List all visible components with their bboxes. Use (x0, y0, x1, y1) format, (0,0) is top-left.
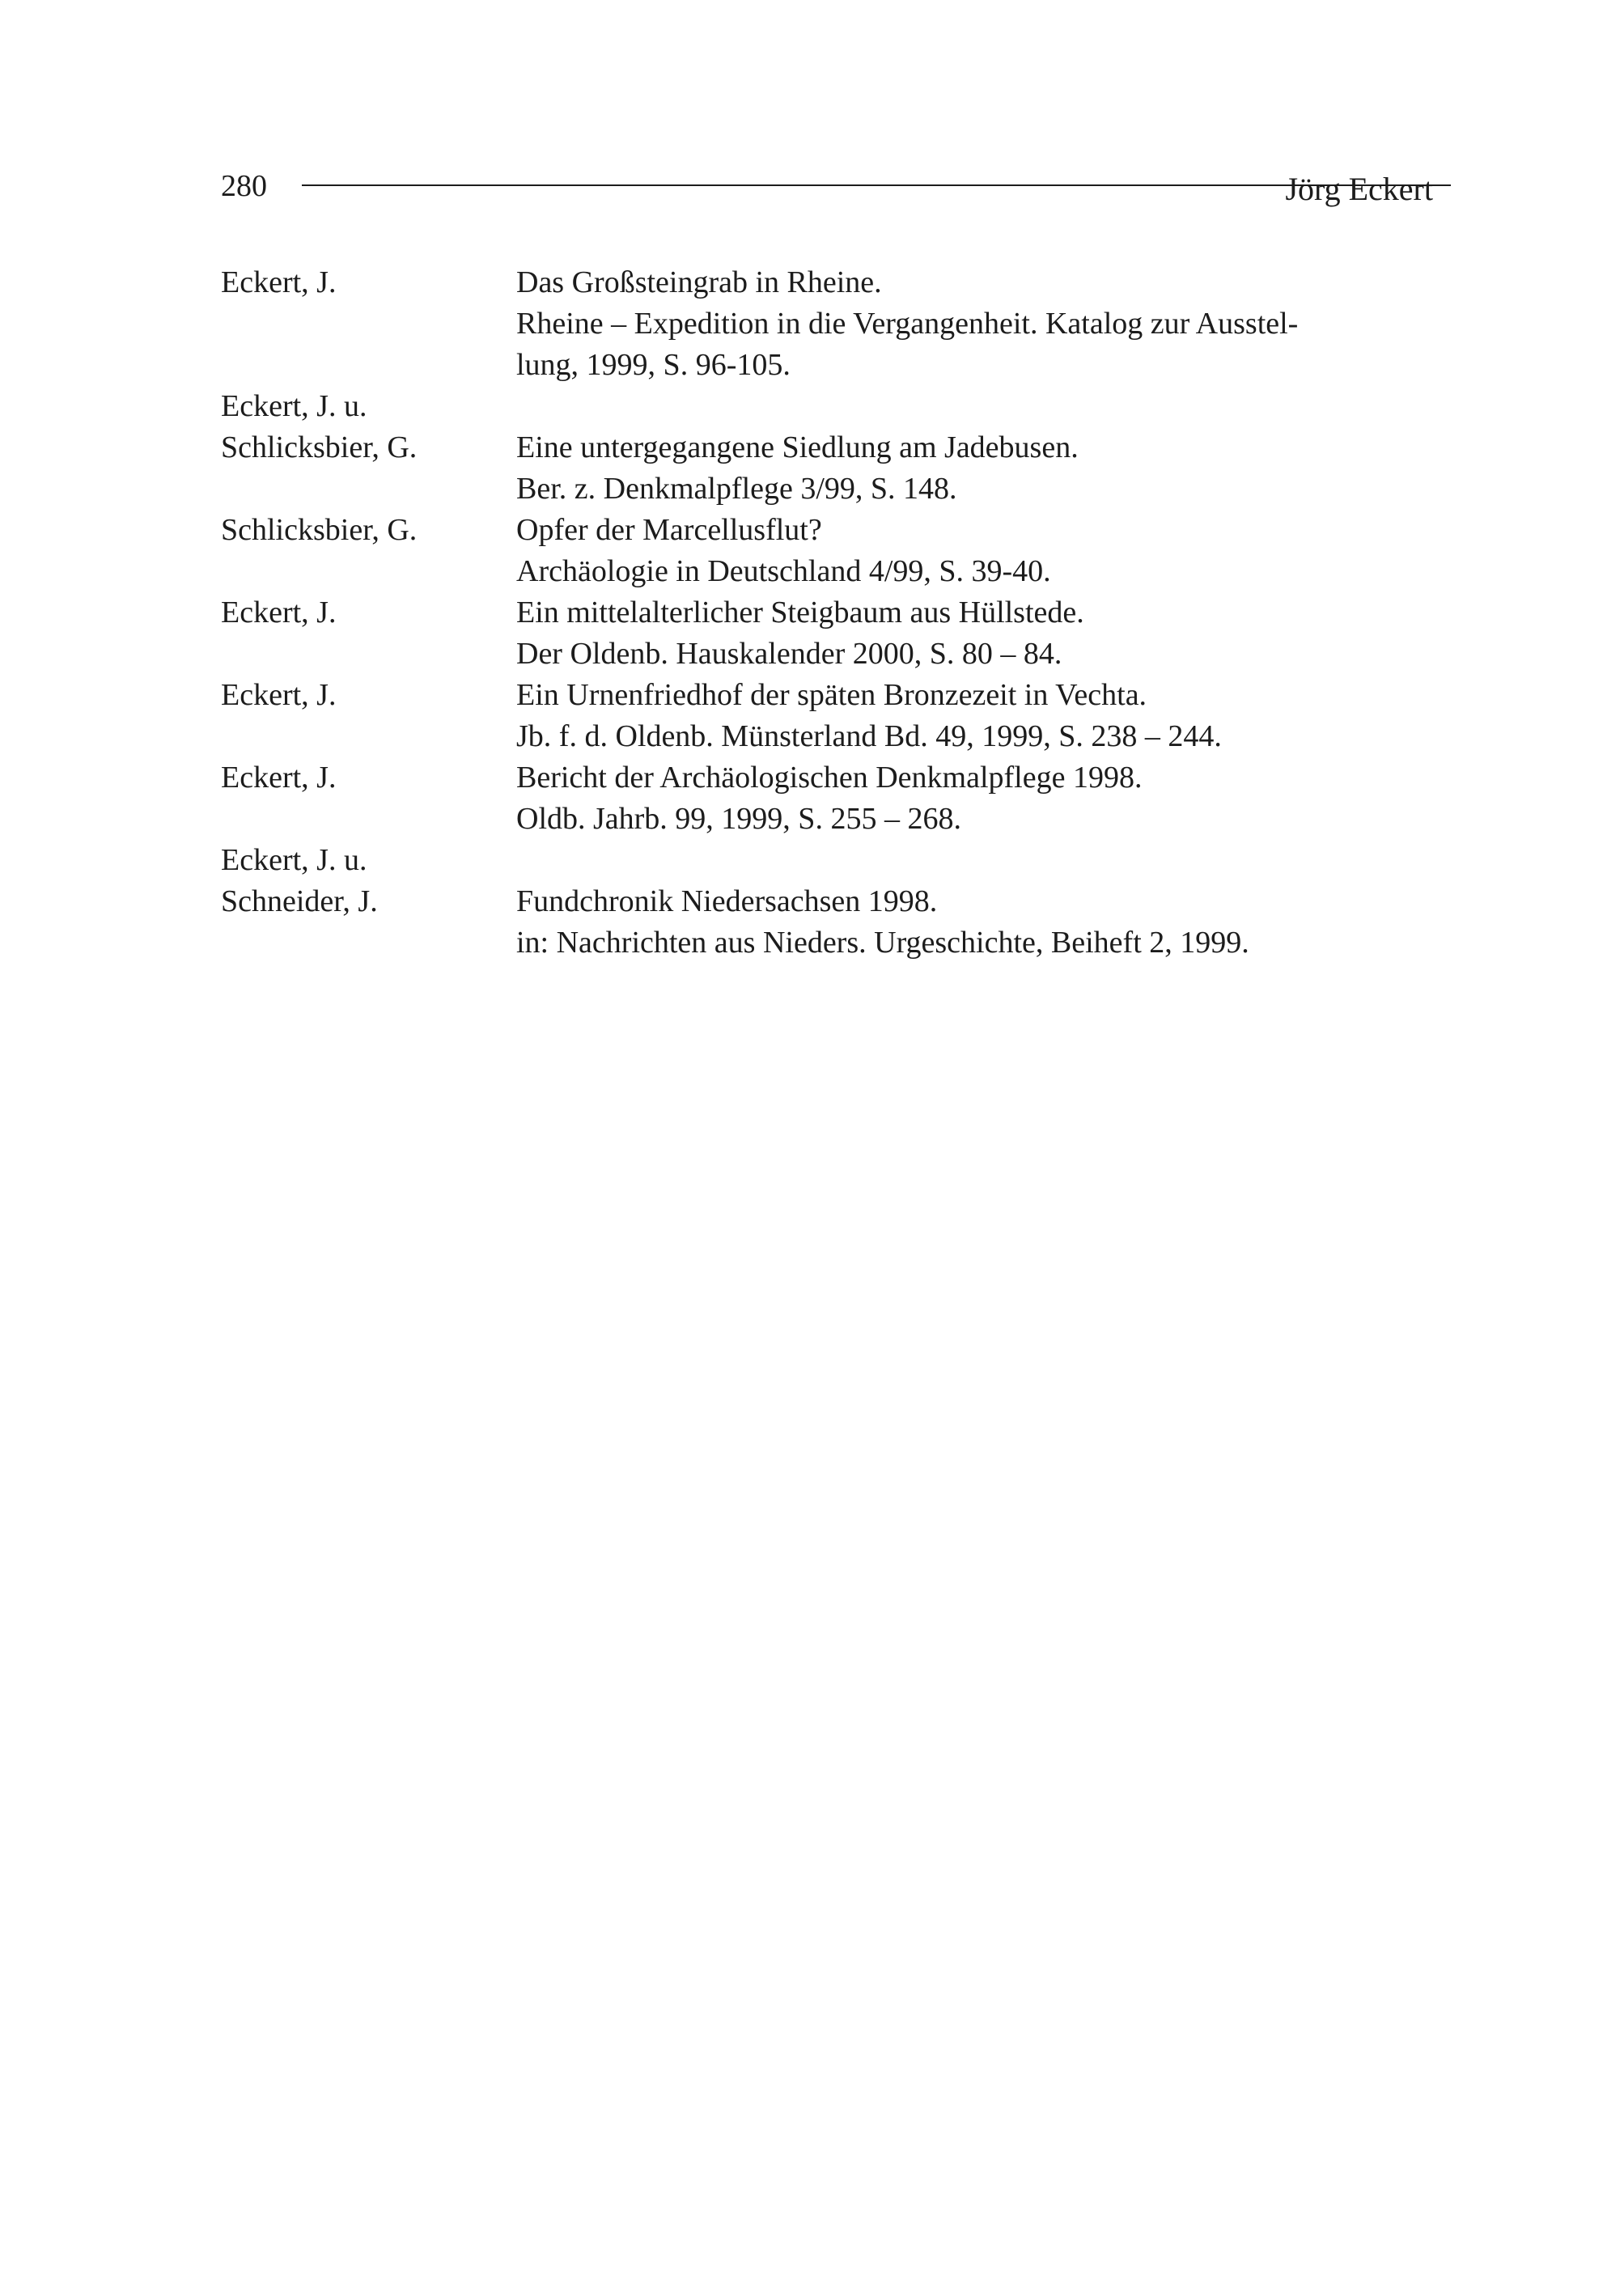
entry-authors (221, 262, 516, 386)
bibliography-entry (221, 592, 1418, 675)
entry-authors (221, 675, 516, 757)
bibliography-entry (221, 510, 1418, 592)
bibliography-entry (221, 262, 1418, 386)
citation-line: Fundchronik Niedersachsen 1998. (516, 884, 938, 918)
entry-citation (516, 510, 1418, 592)
author-line: Eckert, J. u. (221, 843, 367, 877)
entry-authors (221, 757, 516, 840)
citation-line: Rheine – Expedition in die Vergangenheit. Katalog zur Ausstel- (516, 307, 1299, 341)
author-line: Schlicksbier, G. (221, 513, 418, 547)
header-rule (302, 184, 1451, 186)
entry-citation (516, 840, 1418, 964)
page-number: 280 (221, 169, 267, 203)
citation-line: lung, 1999, S. 96-105. (516, 348, 791, 382)
bibliography-entry (221, 840, 1418, 964)
author-line: Schlicksbier, G. (221, 430, 418, 464)
citation-line: Ein Urnenfriedhof der späten Bronzezeit in Vechta. (516, 678, 1147, 712)
author-line: Eckert, J. (221, 596, 337, 629)
entry-citation (516, 592, 1418, 675)
author-line: Eckert, J. (221, 678, 337, 712)
entry-authors (221, 386, 516, 510)
entry-citation (516, 757, 1418, 840)
citation-line: in: Nachrichten aus Nieders. Urgeschichte, Beiheft 2, 1999. (516, 926, 1249, 960)
citation-line: Archäologie in Deutschland 4/99, S. 39-40. (516, 554, 1051, 588)
running-header (221, 162, 1433, 210)
citation-line: Bericht der Archäologischen Denkmalpflege 1998. (516, 761, 1143, 795)
citation-line (516, 386, 1418, 427)
running-header-author: Jörg Eckert (1285, 171, 1433, 207)
bibliography-entry (221, 757, 1418, 840)
citation-line: Jb. f. d. Oldenb. Münsterland Bd. 49, 1999, S. 238 – 244. (516, 719, 1222, 753)
citation-line: Eine untergegangene Siedlung am Jadebusen. (516, 430, 1079, 464)
citation-line: Ein mittelalterlicher Steigbaum aus Hüllstede. (516, 596, 1084, 629)
entry-citation (516, 675, 1418, 757)
author-line: Eckert, J. (221, 265, 337, 299)
bibliography-entry (221, 675, 1418, 757)
citation-line: Opfer der Marcellusflut? (516, 513, 822, 547)
bibliography-list (221, 262, 1418, 964)
entry-authors (221, 840, 516, 964)
citation-line: Ber. z. Denkmalpflege 3/99, S. 148. (516, 472, 957, 506)
citation-line: Oldb. Jahrb. 99, 1999, S. 255 – 268. (516, 802, 961, 836)
citation-line: Der Oldenb. Hauskalender 2000, S. 80 – 84. (516, 637, 1062, 671)
author-line: Schneider, J. (221, 884, 378, 918)
entry-citation (516, 262, 1418, 386)
entry-citation (516, 386, 1418, 510)
citation-line: Das Großsteingrab in Rheine. (516, 265, 882, 299)
bibliography-entry (221, 386, 1418, 510)
entry-authors (221, 592, 516, 675)
citation-line (516, 840, 1418, 881)
author-line: Eckert, J. (221, 761, 337, 795)
entry-authors (221, 510, 516, 592)
author-line: Eckert, J. u. (221, 389, 367, 423)
